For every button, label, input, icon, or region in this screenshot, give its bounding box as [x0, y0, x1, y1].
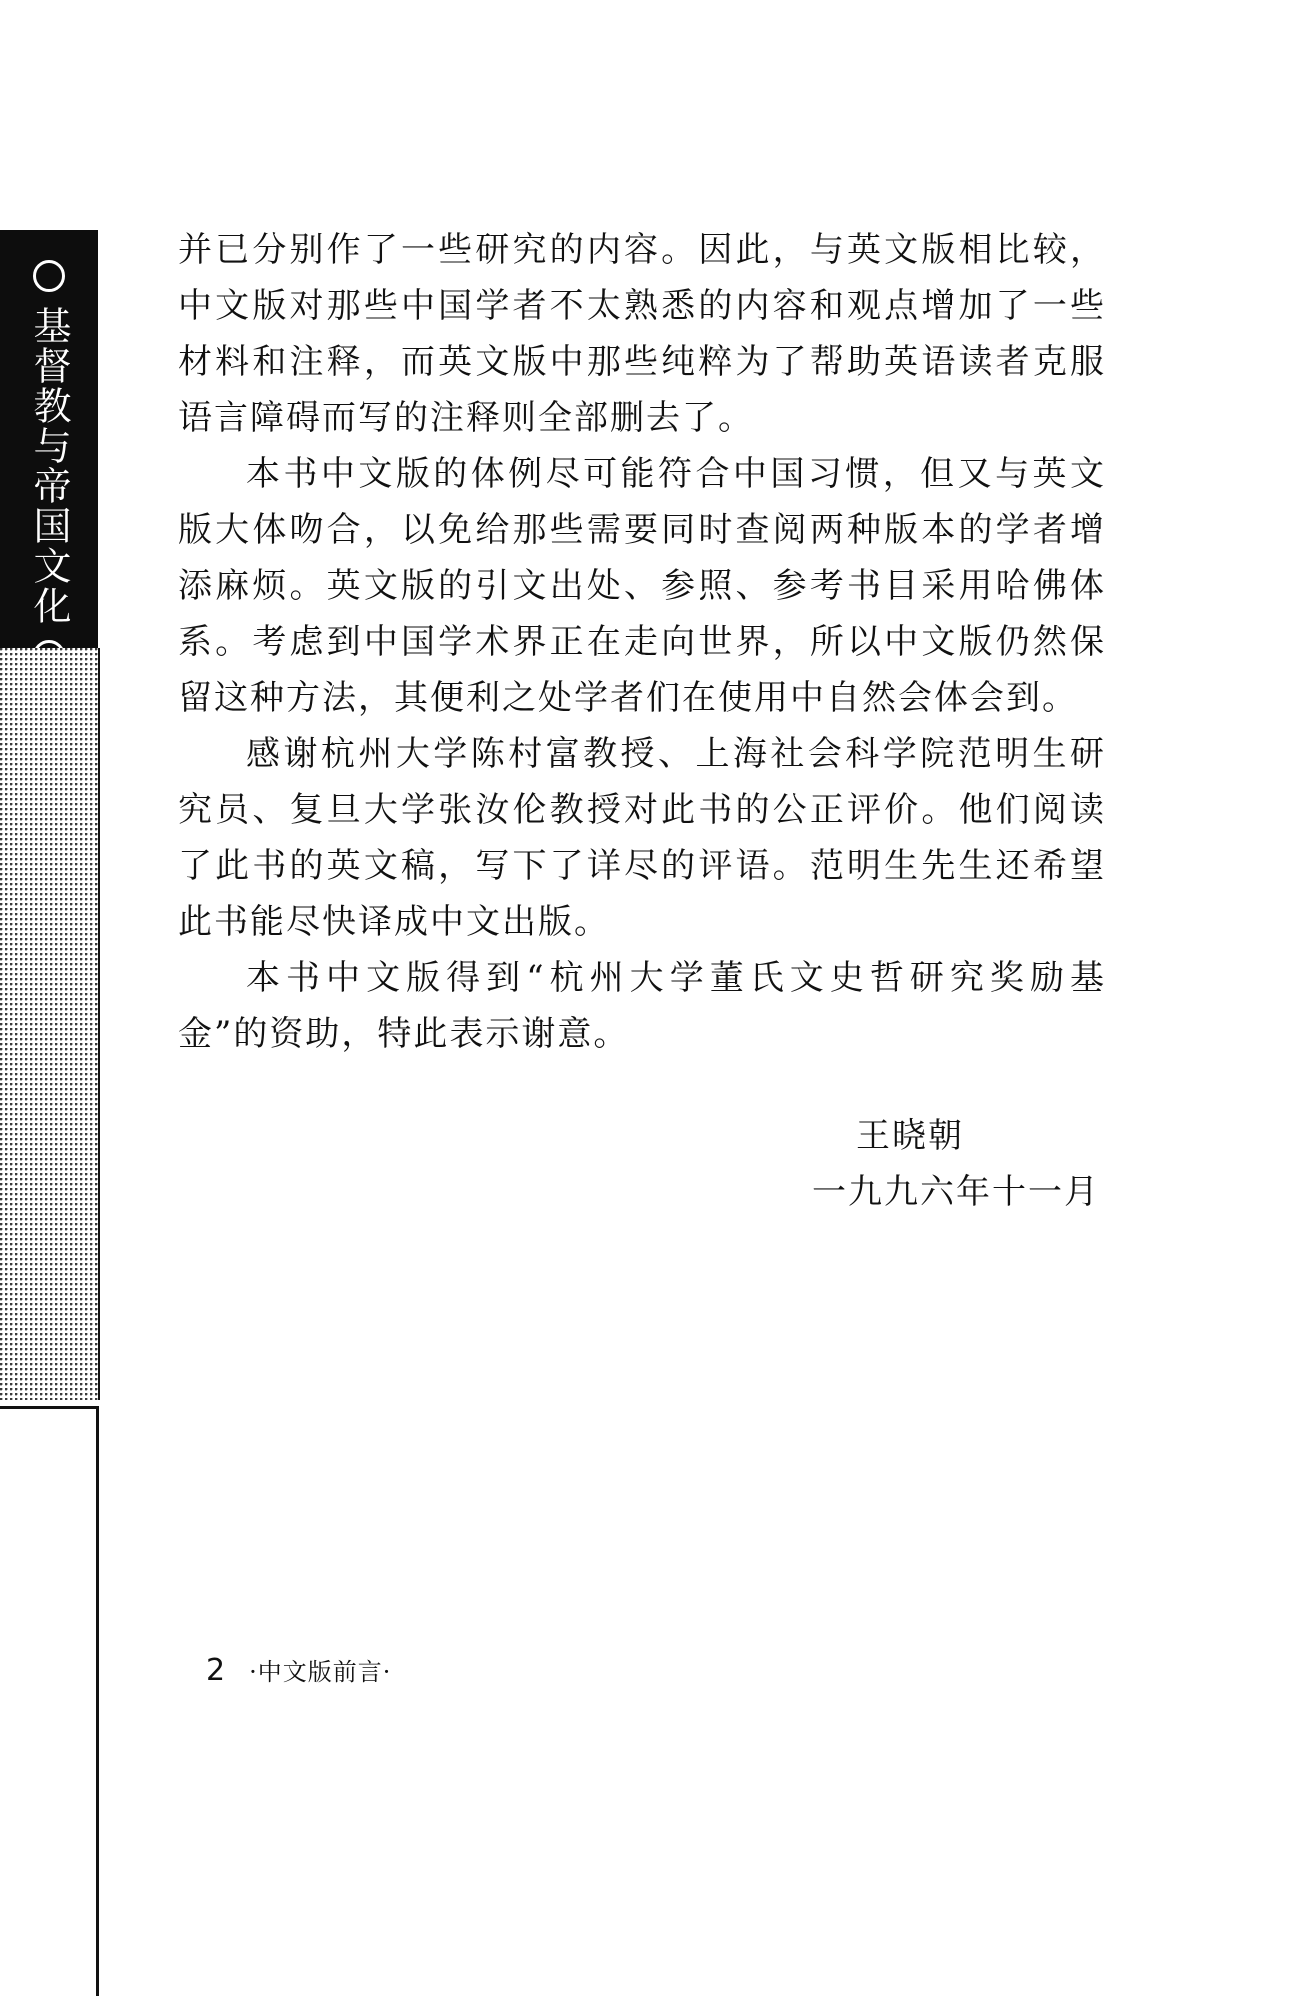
- spine-tab: [0, 230, 98, 1400]
- running-head: ·中文版前言·: [249, 1658, 392, 1686]
- book-title: 基督教与帝国文化: [27, 306, 71, 626]
- paragraph: 本书中文版的体例尽可能符合中国习惯，但又与英文版大体吻合，以免给那些需要同时查阅两种版本的学者增添麻烦。英文版的引文出处、参照、参考书目采用哈佛体系。考虑到中国学术界正在走向世界，所以中文版仍然保留这种方法，其便利之处学者们在使用中自然会体会到。: [178, 454, 1106, 718]
- circle-icon: [33, 260, 65, 292]
- signature-date: 一九九六年十一月: [812, 1172, 1100, 1212]
- spine-hatch-pattern: [0, 648, 100, 1400]
- margin-rule: [96, 1406, 99, 1996]
- paragraph: 本书中文版得到“杭州大学董氏文史哲研究奖励基金”的资助，特此表示谢意。: [178, 958, 1106, 1054]
- paragraph-continued: 并已分别作了一些研究的内容。因此，与英文版相比较，中文版对那些中国学者不太熟悉的内容和观点增加了一些材料和注释，而英文版中那些纯粹为了帮助英语读者克服语言障碍而写的注释则全部删去了。: [178, 230, 1106, 438]
- paragraph: 感谢杭州大学陈村富教授、上海社会科学院范明生研究员、复旦大学张汝伦教授对此书的公正评价。他们阅读了此书的英文稿，写下了详尽的评语。范明生先生还希望此书能尽快译成中文出版。: [178, 734, 1106, 942]
- author-signature: 王晓朝: [856, 1116, 964, 1156]
- page-footer: [206, 1652, 391, 1688]
- spine-title-block: [0, 252, 98, 680]
- page-number: 2: [206, 1653, 226, 1688]
- preface-body: [178, 222, 1106, 1062]
- spine-divider: [0, 1406, 98, 1409]
